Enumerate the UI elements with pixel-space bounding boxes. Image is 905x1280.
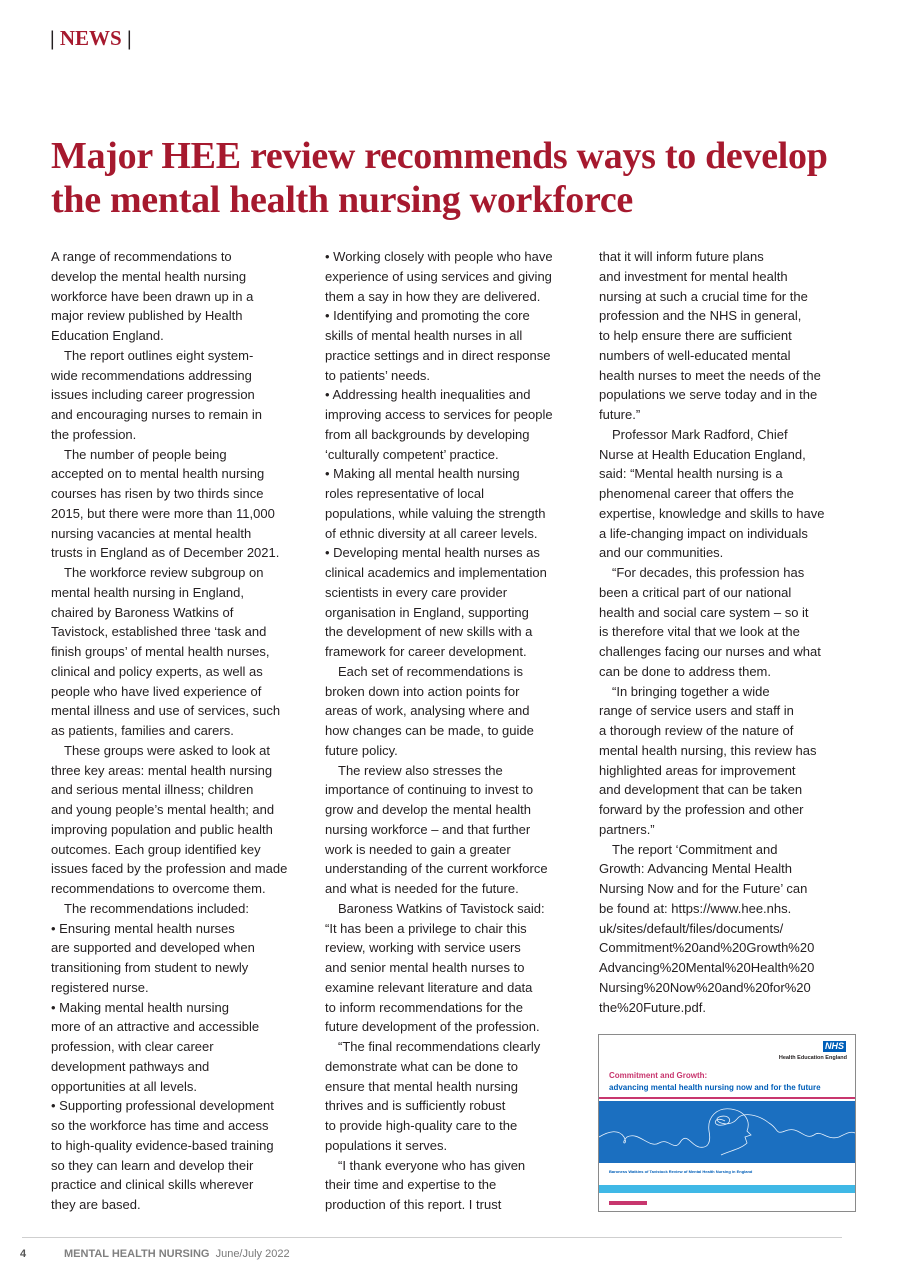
article-column-2 [325, 247, 590, 1215]
text-line: major review published by Health [51, 308, 243, 324]
text-line: 2015, but there were more than 11,000 [51, 505, 275, 521]
text-line: These groups were asked to look at [64, 742, 270, 758]
paragraph [325, 1156, 590, 1215]
text-line: nursing workforce – and that further [325, 821, 531, 837]
cover-divider [599, 1097, 855, 1099]
text-line: phenomenal career that offers the [599, 486, 794, 501]
text-line: them a say in how they are delivered. [325, 288, 541, 304]
paragraph [325, 306, 590, 385]
text-line: and serious mental illness; children [51, 782, 254, 798]
text-line: to provide high-quality care to the [325, 1118, 518, 1133]
text-line: from all backgrounds by developing [325, 426, 530, 442]
text-line: and development that can be taken [599, 782, 803, 798]
text-line: and our communities. [599, 545, 724, 561]
text-line: • Working closely with people who have [325, 249, 553, 264]
text-line: practice settings and in direct response [325, 347, 551, 363]
text-line: review, working with service users [325, 940, 521, 956]
text-line: how changes can be made, to guide [325, 723, 534, 738]
text-line: numbers of well-educated mental [599, 347, 791, 363]
text-line: improving access to services for people [325, 407, 553, 422]
text-line: opportunities at all levels. [51, 1078, 197, 1094]
text-line: Commitment%20and%20Growth%20 [599, 940, 815, 956]
text-line: The number of people being [64, 446, 227, 462]
text-line: • Addressing health inequalities and [325, 387, 531, 403]
text-line: The workforce review subgroup on [64, 565, 264, 580]
text-line: experience of using services and giving [325, 268, 552, 284]
text-line: mental health nursing in England, [51, 584, 244, 600]
text-line: profession and the NHS in general, [599, 308, 802, 324]
text-line: production of this report. I trust [325, 1197, 502, 1212]
text-line: framework for career development. [325, 644, 527, 659]
paragraph [51, 741, 316, 899]
paragraph [325, 247, 590, 306]
text-line: challenges facing our nurses and what [599, 644, 821, 659]
paragraph [51, 919, 316, 998]
text-line: and investment for mental health [599, 268, 788, 284]
section-name: NEWS [59, 26, 122, 50]
paragraph [51, 445, 316, 564]
text-line: • Making all mental health nursing [325, 466, 520, 482]
text-line: range of service users and staff in [599, 703, 794, 719]
text-line: is therefore vital that we look at the [599, 624, 800, 640]
text-line: Each set of recommendations is [338, 663, 523, 679]
text-line: improving population and public health [51, 821, 273, 837]
text-line: clinical academics and implementation [325, 565, 547, 580]
text-line: examine relevant literature and data [325, 979, 533, 995]
text-line: scientists in every care provider [325, 584, 508, 600]
text-line: A range of recommendations to [51, 249, 232, 264]
text-line: registered nurse. [51, 979, 149, 995]
text-line: future policy. [325, 742, 398, 758]
text-line: expertise, knowledge and skills to have [599, 505, 825, 521]
text-line: transitioning from student to newly [51, 960, 249, 975]
text-line: trusts in England as of December 2021. [51, 545, 280, 561]
paragraph [51, 563, 316, 741]
text-line: importance of continuing to invest to [325, 782, 534, 798]
text-line: a life-changing impact on individuals [599, 525, 808, 541]
text-line: are supported and developed when [51, 940, 255, 956]
text-line: be found at: https://www.hee.nhs. [599, 900, 792, 916]
text-line: development pathways and [51, 1058, 210, 1074]
text-line: to help ensure there are sufficient [599, 328, 792, 343]
paragraph [51, 899, 316, 919]
text-line: ‘culturally competent’ practice. [325, 446, 499, 462]
text-line: they are based. [51, 1197, 141, 1212]
paragraph [325, 385, 590, 464]
page-number: 4 [20, 1248, 27, 1260]
paragraph [599, 563, 864, 682]
text-line: mental health nursing, this review has [599, 742, 817, 758]
text-line: Tavistock, established three ‘task and [51, 624, 267, 640]
text-line: The recommendations included: [64, 900, 249, 916]
text-line: Nurse at Health Education England, [599, 446, 806, 462]
paragraph [325, 761, 590, 899]
text-line: that it will inform future plans [599, 249, 764, 264]
paragraph [51, 346, 316, 445]
issue-date: June/July 2022 [215, 1248, 290, 1260]
text-line: their time and expertise to the [325, 1177, 497, 1193]
cover-title-2: advancing mental health nursing now and for the future [609, 1083, 821, 1092]
text-line: wide recommendations addressing [51, 367, 252, 383]
text-line: nursing vacancies at mental health [51, 525, 252, 541]
text-line: Professor Mark Radford, Chief [612, 426, 788, 442]
nhs-logo: NHS [824, 1041, 844, 1051]
text-line: said: “Mental health nursing is a [599, 466, 783, 482]
paragraph [599, 682, 864, 840]
paragraph [325, 543, 590, 662]
text-line: forward by the profession and other [599, 802, 804, 817]
text-line: people who have lived experience of [51, 683, 262, 699]
text-line: a thorough review of the nature of [599, 723, 794, 738]
text-line: “For decades, this profession has [612, 565, 805, 580]
cover-illustration [599, 1101, 855, 1163]
text-line: uk/sites/default/files/documents/ [599, 920, 784, 936]
text-line: been a critical part of our national [599, 584, 792, 600]
cover-subtitle: Baroness Watkins of Tavistock Review of Mental Health Nursing in England [609, 1169, 753, 1174]
text-line: “I thank everyone who has given [338, 1157, 526, 1173]
paragraph [325, 464, 590, 543]
text-line: highlighted areas for improvement [599, 762, 796, 778]
paragraph [325, 899, 590, 919]
text-line: • Making mental health nursing [51, 999, 229, 1015]
text-line: populations it serves. [325, 1137, 448, 1153]
paragraph [325, 1037, 590, 1156]
text-line: profession, with clear career [51, 1039, 214, 1054]
report-cover-image [598, 1034, 856, 1212]
text-line: health and social care system – so it [599, 604, 809, 620]
text-line: • Supporting professional development [51, 1098, 274, 1114]
text-line: • Ensuring mental health nurses [51, 920, 235, 936]
text-line: skills of mental health nurses in all [325, 328, 523, 343]
text-line: “In bringing together a wide [612, 683, 770, 699]
text-line: roles representative of local [325, 486, 484, 501]
text-line: of ethnic diversity at all career levels. [325, 525, 538, 541]
text-line: and what is needed for the future. [325, 881, 519, 896]
text-line: recommendations to overcome them. [51, 881, 266, 896]
cover-stripe [599, 1185, 855, 1193]
text-line: courses has risen by two thirds since [51, 486, 264, 501]
text-line: and encouraging nurses to remain in [51, 407, 263, 422]
text-line: to inform recommendations for the [325, 999, 523, 1015]
text-line: partners.” [599, 821, 655, 837]
paragraph [51, 247, 316, 346]
paragraph [599, 840, 864, 1018]
cover-title-1: Commitment and Growth: [609, 1071, 708, 1080]
headline: Major HEE review recommends ways to develop the mental health nursing workforce [51, 135, 828, 221]
footer-rule [22, 1237, 842, 1238]
text-line: “The final recommendations clearly [338, 1039, 541, 1054]
text-line: work is needed to gain a greater [325, 841, 511, 857]
text-line: Nursing%20Now%20and%20for%20 [599, 979, 811, 995]
text-line: outcomes. Each group identified key [51, 841, 261, 857]
text-line: populations we serve today and in the [599, 387, 818, 403]
text-line: broken down into action points for [325, 683, 520, 699]
footer-masthead [64, 1248, 290, 1260]
text-line: grow and develop the mental health [325, 802, 531, 817]
text-line: to high-quality evidence-based training [51, 1137, 274, 1153]
text-line: workforce have been drawn up in a [51, 288, 254, 304]
head-line-drawing-icon [599, 1101, 855, 1163]
text-line: and young people’s mental health; and [51, 802, 275, 817]
text-line: The report ‘Commitment and [612, 841, 778, 857]
paragraph [51, 1096, 316, 1215]
text-line: The report outlines eight system- [64, 347, 254, 363]
text-line: issues faced by the profession and made [51, 861, 288, 877]
text-line: health nurses to meet the needs of the [599, 367, 821, 383]
text-line: Growth: Advancing Mental Health [599, 861, 792, 877]
text-line: more of an attractive and accessible [51, 1019, 260, 1035]
text-line: organisation in England, supporting [325, 604, 529, 620]
paragraph [325, 662, 590, 761]
text-line: to patients’ needs. [325, 367, 431, 383]
text-line: so the workforce has time and access [51, 1118, 269, 1133]
text-line: and senior mental health nurses to [325, 960, 525, 975]
text-line: demonstrate what can be done to [325, 1058, 518, 1074]
text-line: Baroness Watkins of Tavistock said: [338, 900, 545, 916]
text-line: • Developing mental health nurses as [325, 545, 540, 561]
text-line: so they can learn and develop their [51, 1157, 254, 1173]
paragraph [325, 919, 590, 1038]
magazine-name: MENTAL HEALTH NURSING [64, 1248, 210, 1260]
section-label: | NEWS | [50, 26, 132, 50]
text-line: mental illness and use of services, such [51, 703, 281, 719]
text-line: future.” [599, 407, 641, 422]
paragraph [51, 998, 316, 1097]
cover-tab [609, 1201, 647, 1205]
text-line: clinical and policy experts, as well as [51, 663, 263, 679]
text-line: as patients, families and carers. [51, 723, 234, 738]
text-line: areas of work, analysing where and [325, 703, 530, 719]
text-line: ensure that mental health nursing [325, 1078, 518, 1094]
text-line: understanding of the current workforce [325, 861, 548, 877]
text-line: practice and clinical skills wherever [51, 1177, 254, 1193]
text-line: populations, while valuing the strength [325, 505, 546, 521]
article-column-1 [51, 247, 316, 1215]
text-line: the%20Future.pdf. [599, 999, 706, 1015]
text-line: finish groups’ of mental health nurses, [51, 644, 270, 659]
text-line: • Identifying and promoting the core [325, 308, 530, 324]
paragraph [599, 425, 864, 563]
text-line: the profession. [51, 426, 137, 442]
paragraph [599, 247, 864, 425]
text-line: thrives and is sufficiently robust [325, 1098, 506, 1114]
text-line: chaired by Baroness Watkins of [51, 604, 234, 620]
text-line: the development of new skills with a [325, 624, 533, 640]
text-line: The review also stresses the [338, 762, 503, 778]
text-line: Advancing%20Mental%20Health%20 [599, 960, 815, 975]
text-line: future development of the profession. [325, 1019, 540, 1035]
text-line: Nursing Now and for the Future’ can [599, 881, 808, 896]
text-line: Education England. [51, 328, 164, 343]
cover-org: Health Education England [778, 1055, 847, 1061]
text-line: accepted on to mental health nursing [51, 466, 265, 482]
text-line: three key areas: mental health nursing [51, 762, 273, 778]
text-line: “It has been a privilege to chair this [325, 920, 527, 936]
text-line: nursing at such a crucial time for the [599, 288, 808, 304]
text-line: issues including career progression [51, 387, 255, 403]
article-column-3 [599, 247, 864, 1017]
text-line: develop the mental health nursing [51, 268, 247, 284]
text-line: can be done to address them. [599, 663, 772, 679]
